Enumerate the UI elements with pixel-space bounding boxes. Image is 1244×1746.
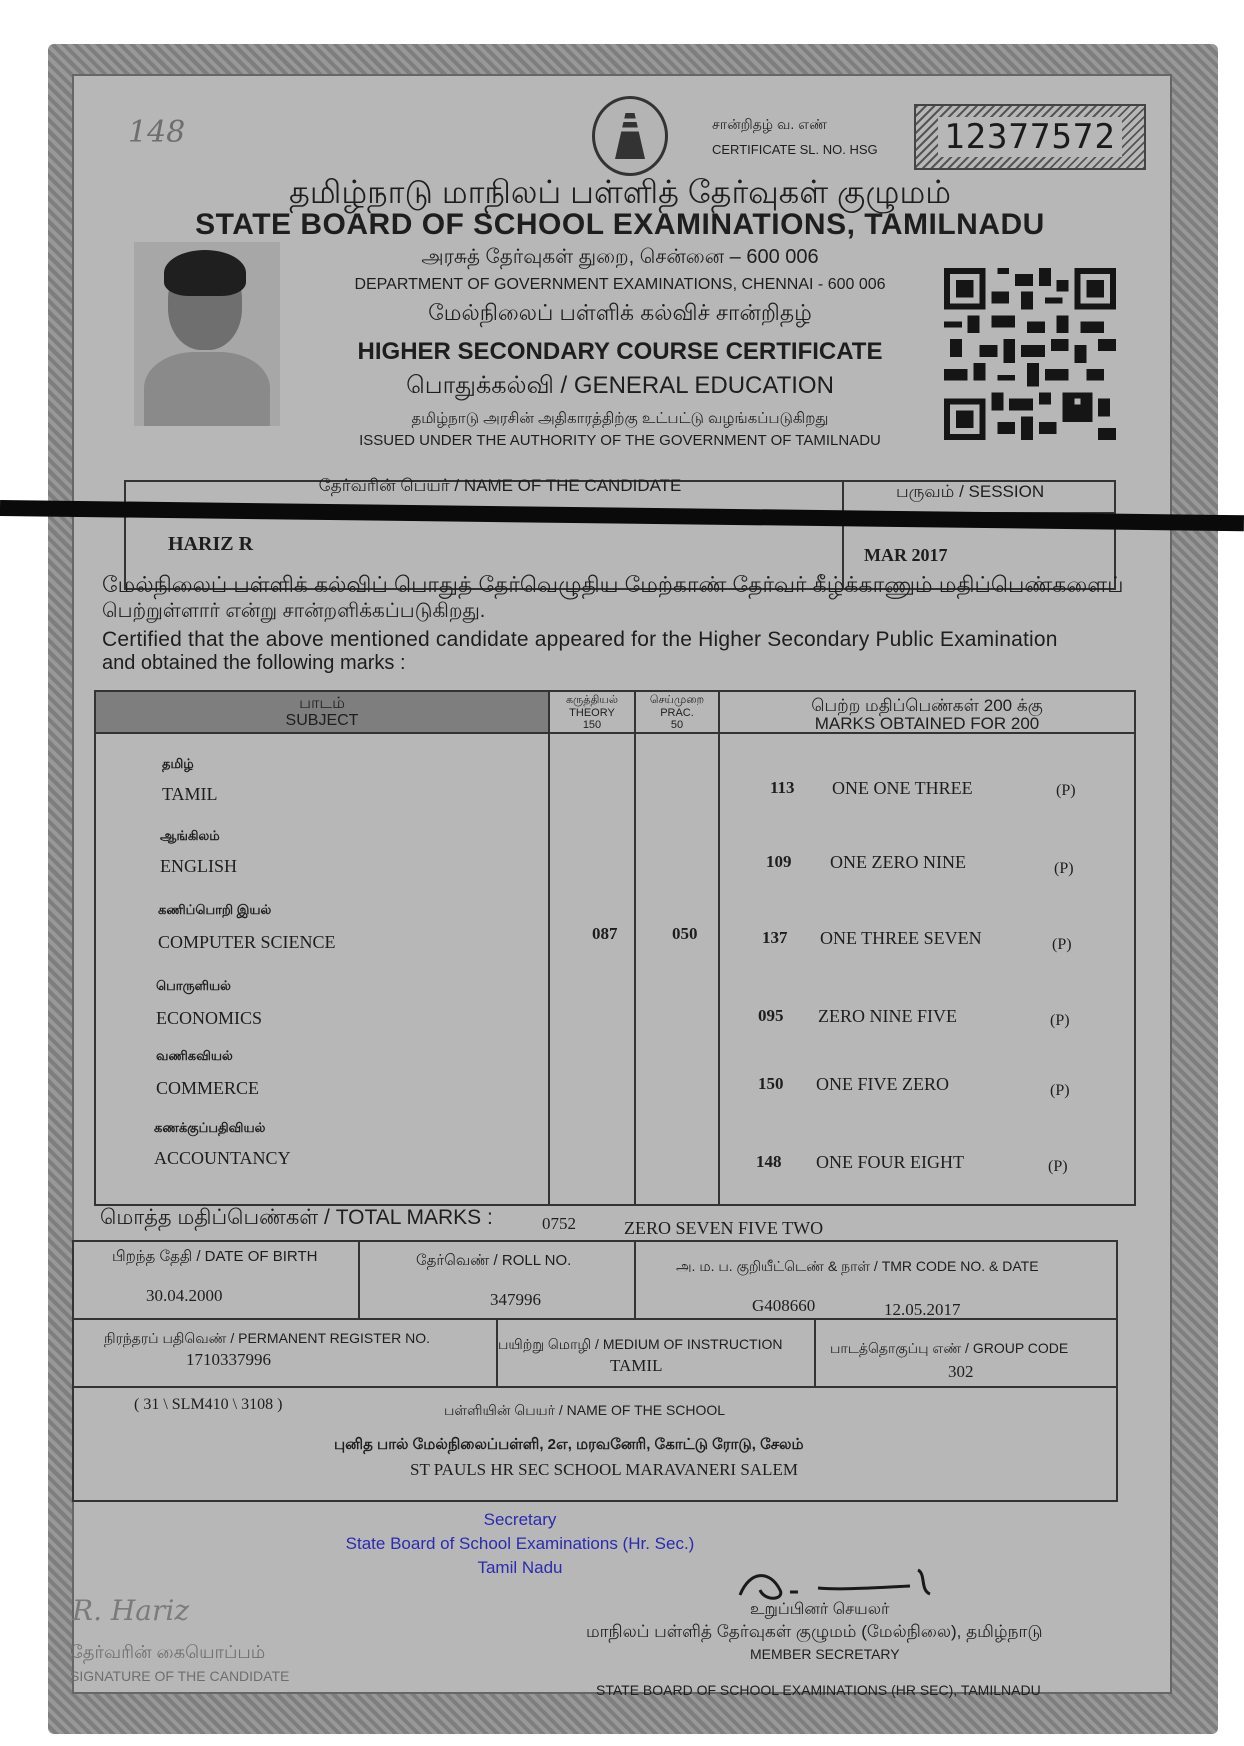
board-title-en: STATE BOARD OF SCHOOL EXAMINATIONS, TAMILNADU	[195, 208, 1045, 241]
medium-value: TAMIL	[610, 1356, 663, 1375]
candidate-name-label	[150, 476, 850, 498]
marks-header-en: MARKS OBTAINED FOR 200	[814, 714, 1040, 733]
qr-code-icon	[944, 268, 1116, 440]
subject-ta: தமிழ்	[162, 756, 194, 771]
prac-header-ta: செய்முறை	[649, 694, 705, 706]
school-name-label: பள்ளியின் பெயர் / NAME OF THE SCHOOL	[444, 1402, 726, 1418]
total-marks-label: மொத்த மதிப்பெண்கள் / TOTAL MARKS :	[100, 1206, 493, 1229]
subject-result: (P)	[1050, 1012, 1070, 1029]
member-secretary-en2: STATE BOARD OF SCHOOL EXAMINATIONS (HR SEC), TAMILNADU	[596, 1682, 1041, 1698]
certified-text-en-2: and obtained the following marks :	[102, 652, 406, 674]
subject-en: ECONOMICS	[156, 1008, 263, 1028]
total-marks-words: ZERO SEVEN FIVE TWO	[624, 1218, 824, 1238]
certified-text-ta-2: பெற்றுள்ளார் என்று சான்றளிக்கப்படுகிறது.	[102, 600, 486, 622]
prac-max: 50	[670, 719, 684, 731]
subject-marks: 137	[762, 928, 788, 947]
marks-header-ta: பெற்ற மதிப்பெண்கள் 200 க்கு	[811, 696, 1043, 715]
tmr-label: அ. ம. ப. குறியீட்டெண் & நாள் / TMR CODE NO. & DATE	[676, 1258, 1039, 1274]
session-value: MAR 2017	[864, 545, 948, 565]
subject-en: COMMERCE	[156, 1078, 260, 1098]
subject-ta: ஆங்கிலம்	[160, 828, 220, 843]
theory-header-en: THEORY	[569, 707, 615, 719]
certificate-no-value: 12377572	[938, 117, 1122, 157]
subject-header-en: SUBJECT	[285, 712, 359, 729]
school-name-en: ST PAULS HR SEC SCHOOL MARAVANERI SALEM	[410, 1460, 798, 1479]
candidate-name-label-text: தேர்வரின் பெயர் / NAME OF THE CANDIDATE	[318, 476, 682, 495]
certified-text-ta-1: மேல்நிலைப் பள்ளிக் கல்விப் பொதுத் தேர்வெழுதிய மேற்காண் தேர்வர் கீழ்க்காணும் மதிப்பெண்களைப்	[102, 572, 1124, 597]
subject-ta: வணிகவியல்	[156, 1048, 233, 1063]
school-name-ta: புனித பால் மேல்நிலைப்பள்ளி, 2எ, மரவனேரி, கோட்டு ரோடு, சேலம்	[334, 1436, 804, 1453]
permanent-register-value: 1710337996	[186, 1350, 271, 1369]
subject-en: ENGLISH	[160, 856, 237, 876]
roll-value: 347996	[490, 1290, 541, 1309]
permanent-register-label: நிரந்தரப் பதிவெண் / PERMANENT REGISTER NO.	[104, 1330, 431, 1346]
subject-ta: கணிப்பொறி இயல்	[158, 902, 272, 917]
session-label: பருவம் / SESSION	[896, 482, 1045, 501]
subject-marks: 148	[756, 1152, 782, 1171]
subject-header-ta: பாடம்	[299, 695, 345, 712]
subject-en: TAMIL	[162, 784, 218, 804]
subject-marks: 095	[758, 1006, 784, 1025]
department-ta: அரசுத் தேர்வுகள் துறை, சென்னை – 600 006	[421, 246, 819, 268]
subject-marks-words: ONE ONE THREE	[832, 778, 973, 798]
dob-label: பிறந்த தேதி / DATE OF BIRTH	[112, 1248, 318, 1265]
subject-ta: கணக்குப்பதிவியல்	[154, 1120, 266, 1135]
tmr-date: 12.05.2017	[884, 1300, 961, 1319]
group-code-value: 302	[948, 1362, 974, 1381]
candidate-name: HARIZ R	[168, 533, 254, 555]
subject-result: (P)	[1054, 860, 1074, 877]
certificate-no-label-en: CERTIFICATE SL. NO. HSG	[712, 142, 878, 157]
tamilnadu-emblem-icon	[592, 96, 668, 176]
secretary-stamp-line2: State Board of School Examinations (Hr. Sec.)	[345, 1534, 695, 1553]
candidate-photo	[134, 242, 280, 426]
subject-theory: 087	[592, 924, 618, 943]
roll-label: தேர்வெண் / ROLL NO.	[416, 1252, 572, 1269]
subject-result: (P)	[1050, 1082, 1070, 1099]
secretary-stamp-line3: Tamil Nadu	[477, 1558, 563, 1577]
subject-marks-words: ONE FOUR EIGHT	[816, 1152, 964, 1172]
candidate-signature-label-en: SIGNATURE OF THE CANDIDATE	[70, 1668, 290, 1684]
dob-value: 30.04.2000	[146, 1286, 223, 1305]
subject-en: ACCOUNTANCY	[154, 1148, 291, 1168]
stream-title: பொதுக்கல்வி / GENERAL EDUCATION	[406, 372, 834, 399]
subject-result: (P)	[1052, 936, 1072, 953]
subject-marks: 150	[758, 1074, 784, 1093]
theory-header-ta: கருத்தியல்	[566, 694, 618, 706]
tmr-code: G408660	[752, 1296, 816, 1315]
theory-max: 150	[582, 719, 602, 731]
prac-header-en: PRAC.	[660, 707, 694, 719]
member-secretary-en1: MEMBER SECRETARY	[750, 1646, 900, 1662]
candidate-signature-label-ta: தேர்வரின் கையொப்பம்	[70, 1642, 266, 1662]
certificate-no-label-ta: சான்றிதழ் வ. எண்	[712, 116, 827, 132]
issued-authority-en: ISSUED UNDER THE AUTHORITY OF THE GOVERNMENT OF TAMILNADU	[359, 432, 881, 449]
subject-prac: 050	[672, 924, 698, 943]
candidate-signature: R. Hariz	[72, 1594, 190, 1627]
subject-en: COMPUTER SCIENCE	[158, 932, 336, 952]
certificate-title-en: HIGHER SECONDARY COURSE CERTIFICATE	[357, 338, 883, 365]
subject-marks-words: ZERO NINE FIVE	[818, 1006, 957, 1026]
subject-marks-words: ONE FIVE ZERO	[816, 1074, 949, 1094]
subject-marks: 113	[770, 778, 795, 797]
member-secretary-ta2: மாநிலப் பள்ளித் தேர்வுகள் குழுமம் (மேல்நிலை), தமிழ்நாடு	[586, 1622, 1043, 1641]
certificate-no-box	[914, 104, 1146, 170]
group-code-label: பாடத்தொகுப்பு எண் / GROUP CODE	[830, 1340, 1069, 1356]
subject-ta: பொருளியல்	[156, 978, 231, 993]
secretary-stamp-line1: Secretary	[483, 1510, 557, 1529]
subject-result: (P)	[1056, 782, 1076, 799]
department-en: DEPARTMENT OF GOVERNMENT EXAMINATIONS, CHENNAI - 600 006	[354, 276, 886, 293]
school-code: ( 31 \ SLM410 \ 3108 )	[134, 1396, 283, 1413]
subject-marks-words: ONE THREE SEVEN	[820, 928, 982, 948]
subject-marks-words: ONE ZERO NINE	[830, 852, 966, 872]
issued-authority-ta: தமிழ்நாடு அரசின் அதிகாரத்திற்கு உட்பட்டு வழங்கப்படுகிறது	[411, 410, 829, 427]
medium-label: பயிற்று மொழி / MEDIUM OF INSTRUCTION	[498, 1336, 783, 1352]
subject-marks: 109	[766, 852, 792, 871]
board-title-ta: தமிழ்நாடு மாநிலப் பள்ளித் தேர்வுகள் குழுமம்	[289, 174, 951, 210]
handwritten-note: 148	[128, 115, 186, 150]
subject-result: (P)	[1048, 1158, 1068, 1175]
certificate-title-ta: மேல்நிலைப் பள்ளிக் கல்விச் சான்றிதழ்	[428, 300, 812, 325]
total-marks-value: 0752	[542, 1214, 576, 1233]
marks-table	[94, 690, 1136, 1206]
certified-text-en-1: Certified that the above mentioned candidate appeared for the Higher Secondary Public Examination	[102, 628, 1058, 651]
member-secretary-ta1: உறுப்பினர் செயலர்	[750, 1601, 890, 1618]
